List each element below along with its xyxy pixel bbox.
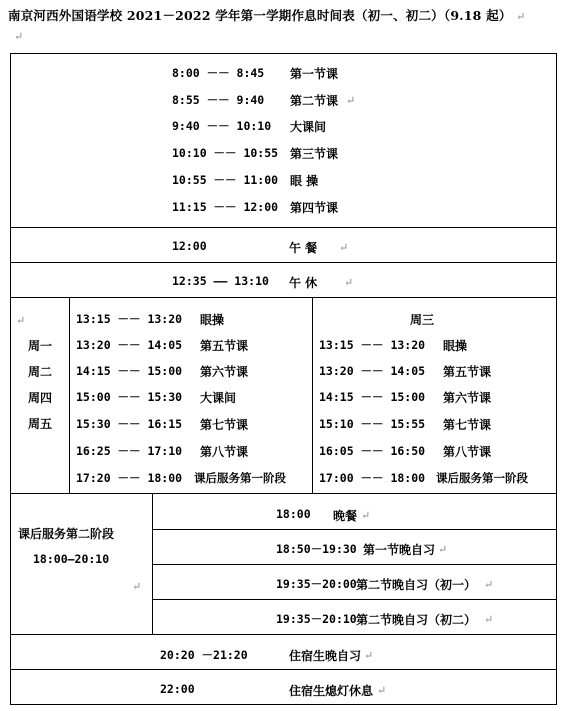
afternoon-time: 14:15 －－ 15:00 xyxy=(76,364,183,378)
morning-label: 第四节课 xyxy=(290,201,339,215)
paragraph-mark-icon: ↵ xyxy=(132,580,142,593)
day-label: 周二 xyxy=(28,365,53,379)
afternoon-time: 13:15 －－ 13:20 xyxy=(319,338,426,352)
morning-time: 8:00 －－ 8:45 xyxy=(172,66,265,80)
morning-label: 第三节课 xyxy=(290,147,339,161)
dorm-time: 22:00 xyxy=(160,682,195,696)
morning-time: 11:15 －－ 12:00 xyxy=(172,200,279,214)
afternoon-label: 第五节课 xyxy=(443,365,492,379)
afternoon-time: 16:25 －－ 17:10 xyxy=(76,444,183,458)
morning-label: 眼 操 xyxy=(290,174,319,188)
day-label: 周五 xyxy=(28,417,53,431)
evening-service-label: 课后服务第二阶段 xyxy=(18,527,115,541)
afternoon-time: 13:15 －－ 13:20 xyxy=(76,312,183,326)
afternoon-time: 13:20 －－ 14:05 xyxy=(319,364,426,378)
afternoon-time: 15:10 －－ 15:55 xyxy=(319,417,426,431)
afternoon-label: 第六节课 xyxy=(443,391,492,405)
afternoon-time: 16:05 －－ 16:50 xyxy=(319,444,426,458)
evening-time: 18:00 xyxy=(276,507,311,521)
evening-label: 第二节晚自习（初一） xyxy=(356,578,477,592)
day-label: 周四 xyxy=(28,391,53,405)
morning-label: 大课间 xyxy=(290,120,327,134)
afternoon-time: 13:20 －－ 14:05 xyxy=(76,338,183,352)
afternoon-label: 眼操 xyxy=(443,339,468,353)
lunch-time: 12:00 xyxy=(172,239,207,253)
day-label: 周一 xyxy=(28,339,53,353)
morning-time: 10:55 －－ 11:00 xyxy=(172,173,279,187)
paragraph-mark-icon: ↵ xyxy=(364,649,374,662)
afternoon-time: 17:00 －－ 18:00 xyxy=(319,471,426,485)
wednesday-label: 周三 xyxy=(410,313,435,327)
afternoon-time: 15:30 －－ 16:15 xyxy=(76,417,183,431)
paragraph-mark-icon: ↵ xyxy=(438,543,448,556)
paragraph-mark-icon: ↵ xyxy=(16,314,26,327)
afternoon-time: 17:20 －－ 18:00 xyxy=(76,471,183,485)
afternoon-label: 第七节课 xyxy=(200,418,249,432)
paragraph-mark-icon: ↵ xyxy=(14,30,24,43)
afternoon-label: 第七节课 xyxy=(443,418,492,432)
evening-label: 第一节晚自习 xyxy=(363,543,436,557)
morning-time: 9:40 －－ 10:10 xyxy=(172,119,272,133)
evening-label: 晚餐 xyxy=(333,509,358,523)
paragraph-mark-icon: ↵ xyxy=(361,509,371,522)
morning-label: 第一节课 xyxy=(290,67,339,81)
afternoon-label: 第五节课 xyxy=(200,339,249,353)
morning-label: 第二节课 xyxy=(290,94,339,108)
rest-time: 12:35 —— 13:10 xyxy=(172,274,269,288)
paragraph-mark-icon: ↵ xyxy=(346,94,356,107)
paragraph-mark-icon: ↵ xyxy=(339,241,349,254)
evening-time: 19:35－20:10 xyxy=(276,612,357,626)
rest-label: 午 休 xyxy=(289,276,318,290)
evening-label: 第二节晚自习（初二） xyxy=(356,613,477,627)
lunch-label: 午 餐 xyxy=(289,241,318,255)
afternoon-time: 15:00 －－ 15:30 xyxy=(76,390,183,404)
paragraph-mark-icon: ↵ xyxy=(484,613,494,626)
afternoon-label: 课后服务第一阶段 xyxy=(436,471,528,485)
evening-time: 18:50－19:30 xyxy=(276,542,357,556)
afternoon-label: 眼操 xyxy=(200,313,225,327)
evening-service-range: 18:00—20:10 xyxy=(33,552,110,566)
afternoon-label: 课后服务第一阶段 xyxy=(194,471,286,485)
morning-time: 8:55 －－ 9:40 xyxy=(172,93,265,107)
afternoon-label: 第八节课 xyxy=(200,445,249,459)
page-title-text: 南京河西外国语学校 2021－2022 学年第一学期作息时间表（初一、初二）（9.18 起） xyxy=(8,8,512,23)
paragraph-mark-icon: ↵ xyxy=(377,684,387,697)
afternoon-label: 第六节课 xyxy=(200,365,249,379)
afternoon-time: 14:15 －－ 15:00 xyxy=(319,390,426,404)
evening-time: 19:35－20:00 xyxy=(276,577,357,591)
afternoon-label: 第八节课 xyxy=(443,445,492,459)
page-title xyxy=(8,6,526,24)
dorm-label: 住宿生熄灯休息 xyxy=(289,684,374,698)
paragraph-mark-icon: ↵ xyxy=(516,10,526,23)
dorm-label: 住宿生晚自习 xyxy=(289,649,362,663)
morning-time: 10:10 －－ 10:55 xyxy=(172,146,279,160)
dorm-time: 20:20 －21:20 xyxy=(160,648,248,662)
paragraph-mark-icon: ↵ xyxy=(484,578,494,591)
paragraph-mark-icon: ↵ xyxy=(344,276,354,289)
afternoon-label: 大课间 xyxy=(200,391,237,405)
